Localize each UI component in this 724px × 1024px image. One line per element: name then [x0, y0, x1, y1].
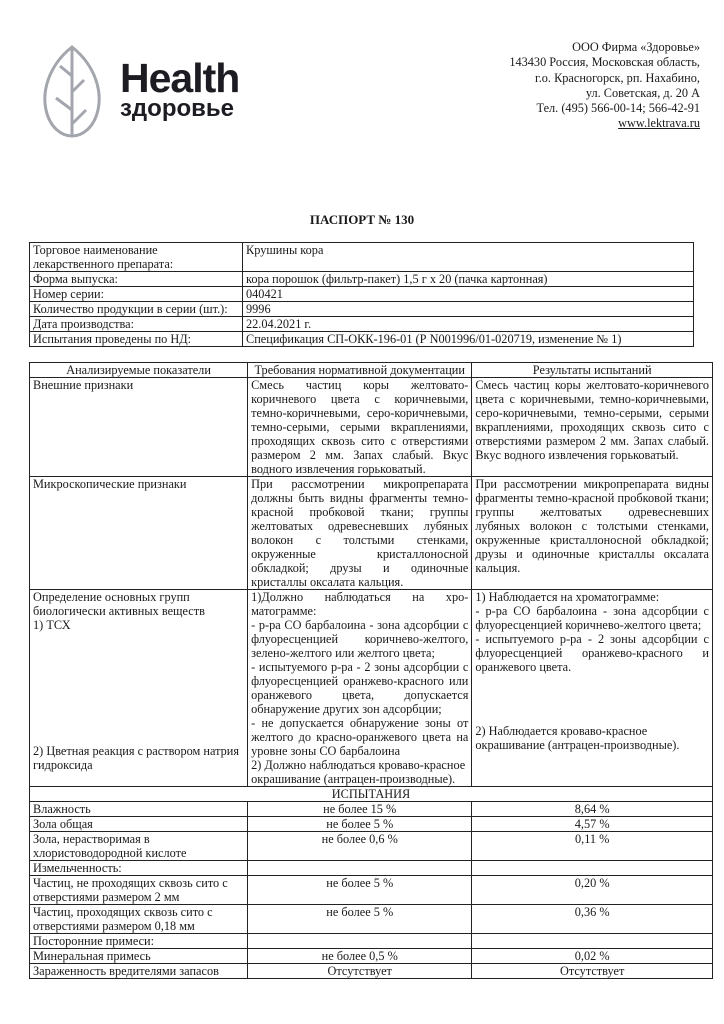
company-address-line: 143430 Россия, Московская область, — [509, 55, 700, 70]
table-header-row — [30, 363, 713, 378]
test-name: Минеральная примесь — [30, 949, 248, 964]
table-row — [30, 287, 694, 302]
table-row — [30, 378, 713, 477]
requirement-cell: При рассмотрении микропрепарата должны быть видны фрагменты темно-красной пробковой ткани; группы желтоватых одревесневших лубяных волокон с толстыми стенками, окруженные кристаллоносной обкладкой; друзы и одиночные кристаллы оксалата кальция. — [248, 477, 472, 590]
table-row — [30, 949, 713, 964]
table-row — [30, 272, 694, 287]
test-name: Частиц, проходящих сквозь сито с отверстиями размером 0,18 мм — [30, 905, 248, 934]
table-row — [30, 817, 713, 832]
result-text: - испытуемого р-ра - 2 зоны адсорбции с флуоресценцией оранжево-красного и оранжевого цвета. — [475, 632, 709, 674]
table-row — [30, 861, 713, 876]
test-result — [472, 861, 713, 876]
section-header-row — [30, 787, 713, 802]
info-label: Испытания проведены по НД: — [30, 332, 243, 347]
test-name: Частиц, не проходящих сквозь сито с отверстиями размером 2 мм — [30, 876, 248, 905]
test-result: Отсутствует — [472, 964, 713, 979]
company-logo — [40, 44, 250, 144]
test-name: Измельченность: — [30, 861, 248, 876]
table-row — [30, 876, 713, 905]
test-name: Посторонние примеси: — [30, 934, 248, 949]
company-address-line: ул. Советская, д. 20 А — [585, 85, 700, 100]
test-requirement: не более 15 % — [248, 802, 472, 817]
column-header: Результаты испытаний — [472, 363, 713, 378]
table-row — [30, 590, 713, 787]
result-text: 2) Наблюдается кроваво-красное окрашивание (антрацен-производные). — [475, 724, 680, 752]
info-label: Торговое наименование лекарственного препарата: — [30, 243, 243, 272]
company-website-link[interactable]: www.lektrava.ru — [618, 116, 700, 131]
info-label: Форма выпуска: — [30, 272, 243, 287]
result-text: - р-ра СО барбалоина - зона адсорбции с флуоресценцией коричнево-желтого цвета; — [475, 604, 709, 632]
indicator-cell: Внешние признаки — [30, 378, 248, 477]
brand-name-en: Health — [120, 55, 240, 101]
requirement-text: - испытуемого р-ра - 2 зоны адсорбции с флуоресценцией оранжево-красного или оранжевого цвета, допускается обнаружение других зон адсорбции; — [251, 660, 469, 716]
table-row — [30, 934, 713, 949]
table-row — [30, 317, 694, 332]
company-name: ООО Фирма «Здоровье» — [572, 40, 700, 54]
indicator-text: 1) ТСХ — [33, 618, 71, 632]
brand-name-ru: здоровье — [120, 95, 234, 122]
test-result — [472, 934, 713, 949]
table-row — [30, 905, 713, 934]
test-result: 0,20 % — [472, 876, 713, 905]
company-phone: Тел. (495) 566-00-14; 566-42-91 — [536, 101, 700, 116]
info-value: Спецификация СП-ОКК-196-01 (Р N001996/01-020719, изменение № 1) — [243, 332, 694, 347]
result-cell — [472, 590, 713, 787]
document-title: ПАСПОРТ № 130 — [309, 212, 415, 227]
company-address-line: г.о. Красногорск, рп. Нахабино, — [535, 70, 700, 85]
info-value: Крушины кора — [243, 243, 694, 272]
requirement-cell — [248, 590, 472, 787]
test-name: Зола общая — [30, 817, 248, 832]
section-title: ИСПЫТАНИЯ — [30, 787, 713, 802]
column-header: Требования нормативной документации — [248, 363, 472, 378]
requirement-text: 1)Должно наблюдаться на хро-матограмме: — [251, 590, 469, 618]
table-row — [30, 832, 713, 861]
product-info-table — [29, 242, 694, 347]
table-row — [30, 332, 694, 347]
requirement-cell: Смесь частиц коры желтовато-коричневого цвета с коричневыми, темно-коричневыми, серо-коричневыми, темно-серыми, серыми вкраплениями, проходящих сквозь сито с отверстиями размером 2 мм. Запах слабый. Вкус водного извлечения горьковатый. — [248, 378, 472, 477]
table-row — [30, 802, 713, 817]
requirement-text: - р-ра СО барбалоина - зона адсорбции с флуоресценцией коричнево-желтого, зелено-желтого или желтого цвета; — [251, 618, 469, 660]
info-label: Дата производства: — [30, 317, 243, 332]
test-result: 0,11 % — [472, 832, 713, 861]
test-requirement: не более 5 % — [248, 905, 472, 934]
result-cell: При рассмотрении микропрепарата видны фрагменты темно-красной пробковой ткани; группы желтоватых одревесневших лубяных волокон с толстыми стенками, окруженные кристаллоносной обкладкой; друзы и одиночные кристаллы оксалата кальция. — [472, 477, 713, 590]
info-value: 22.04.2021 г. — [243, 317, 694, 332]
test-requirement: не более 0,6 % — [248, 832, 472, 861]
analysis-table — [29, 362, 713, 979]
column-header: Анализируемые показатели — [30, 363, 248, 378]
info-label: Количество продукции в серии (шт.): — [30, 302, 243, 317]
test-result: 4,57 % — [472, 817, 713, 832]
indicator-cell: Микроскопические признаки — [30, 477, 248, 590]
indicator-text: 2) Цветная реакция с раствором натрия гидроксида — [33, 744, 240, 772]
leaf-icon — [40, 44, 104, 140]
test-name: Зола, нерастворимая в хлористоводородной кислоте — [30, 832, 248, 861]
table-row — [30, 477, 713, 590]
table-row — [30, 964, 713, 979]
indicator-text: Определение основных групп биологически активных веществ — [33, 590, 205, 618]
result-cell: Смесь частиц коры желтовато-коричневого цвета с коричневыми, темно-коричневыми, серо-коричневыми, темно-серыми, серыми вкраплениями, проходящих сквозь сито с отверстиями размером 2 мм. Запах слабый. Вкус водного извлечения горьковатый. — [472, 378, 713, 477]
test-name: Влажность — [30, 802, 248, 817]
test-requirement: не более 5 % — [248, 876, 472, 905]
result-text: 1) Наблюдается на хроматограмме: — [475, 590, 660, 604]
test-requirement: Отсутствует — [248, 964, 472, 979]
table-row — [30, 243, 694, 272]
company-details — [509, 40, 700, 132]
table-row — [30, 302, 694, 317]
test-requirement — [248, 934, 472, 949]
test-requirement — [248, 861, 472, 876]
requirement-text: 2) Должно наблюдаться кроваво-красное окрашивание (антрацен-производные). — [251, 758, 466, 786]
test-result: 0,36 % — [472, 905, 713, 934]
test-requirement: не более 5 % — [248, 817, 472, 832]
info-value: кора порошок (фильтр-пакет) 1,5 г х 20 (пачка картонная) — [243, 272, 694, 287]
test-result: 0,02 % — [472, 949, 713, 964]
test-requirement: не более 0,5 % — [248, 949, 472, 964]
requirement-text: - не допускается обнаружение зоны от желтого до красно-оранжевого цвета на уровне зоны СО барбалоина — [251, 716, 469, 758]
indicator-cell — [30, 590, 248, 787]
test-result: 8,64 % — [472, 802, 713, 817]
info-value: 9996 — [243, 302, 694, 317]
test-name: Зараженность вредителями запасов — [30, 964, 248, 979]
info-label: Номер серии: — [30, 287, 243, 302]
info-value: 040421 — [243, 287, 694, 302]
